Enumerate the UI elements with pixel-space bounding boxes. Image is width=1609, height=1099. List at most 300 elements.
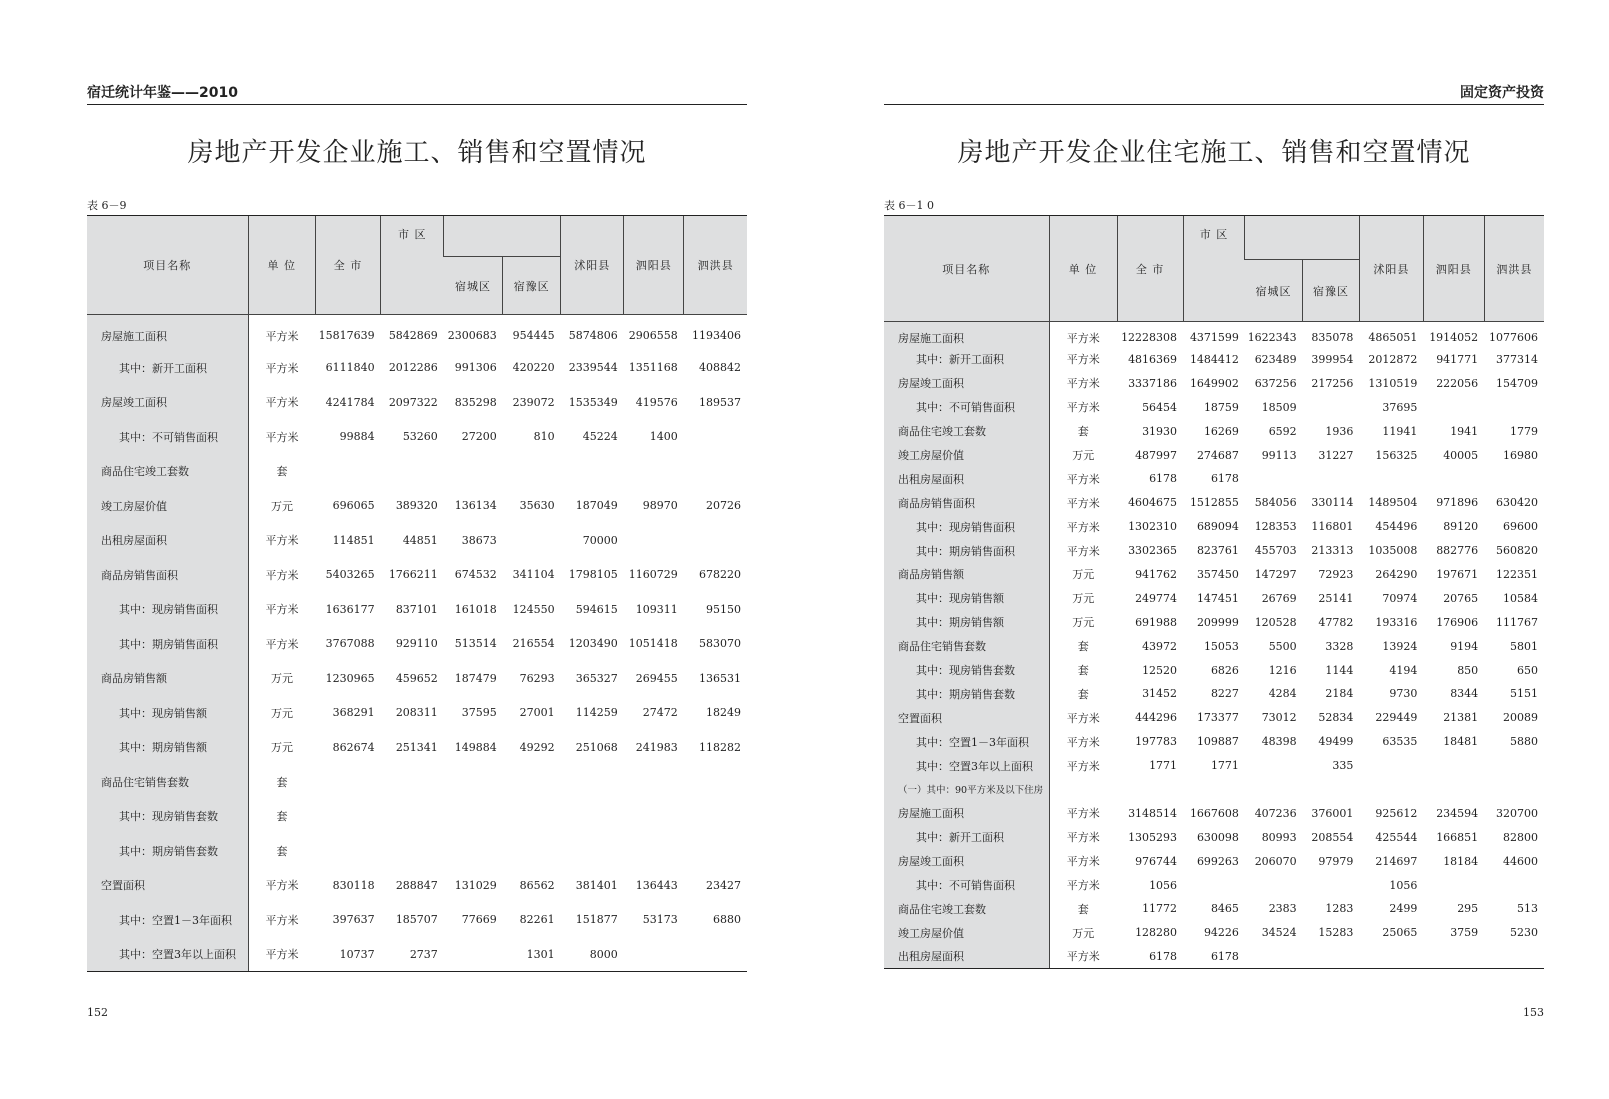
table-cell: 20726 bbox=[706, 499, 741, 513]
table-cell: 176906 bbox=[1436, 615, 1479, 629]
table-cell bbox=[315, 454, 380, 489]
running-head-text: 固定资产投资 bbox=[1460, 85, 1544, 101]
table-cell: 70000 bbox=[582, 533, 618, 547]
row-label: 其中：现房销售套数 bbox=[884, 658, 1049, 682]
table-cell bbox=[684, 523, 747, 558]
table-row bbox=[87, 315, 747, 351]
table-cell bbox=[1303, 873, 1360, 897]
table-cell: 8344 bbox=[1450, 687, 1479, 701]
table-cell: 4816369 bbox=[1128, 352, 1178, 366]
header-item-name: 项目名称 bbox=[884, 216, 1049, 322]
table-row bbox=[884, 322, 1544, 348]
row-label: 其中：现房销售面积 bbox=[884, 515, 1049, 539]
table-cell bbox=[1423, 754, 1484, 778]
table-cell bbox=[1117, 778, 1183, 802]
table-cell: 20765 bbox=[1443, 591, 1479, 605]
table-cell bbox=[444, 765, 503, 800]
row-label: 其中：期房销售面积 bbox=[87, 627, 248, 662]
table-cell: 5842869 bbox=[388, 329, 438, 343]
table-cell: 40005 bbox=[1443, 448, 1479, 462]
row-label: 其中：现房销售套数 bbox=[87, 799, 248, 834]
table-cell bbox=[1423, 778, 1484, 802]
table-cell: 4284 bbox=[1268, 687, 1297, 701]
table-cell: 216554 bbox=[512, 637, 555, 651]
table-cell: 251341 bbox=[395, 740, 438, 754]
table-cell bbox=[444, 937, 503, 972]
table-cell: 11772 bbox=[1142, 902, 1178, 916]
table-row bbox=[87, 454, 747, 489]
table-cell: 53260 bbox=[402, 430, 438, 444]
row-unit: 套 bbox=[1077, 664, 1089, 678]
page-number: 152 bbox=[87, 1006, 108, 1019]
table-cell: 637256 bbox=[1254, 376, 1297, 390]
row-label: 其中：新开工面积 bbox=[884, 348, 1049, 372]
table-cell: 52834 bbox=[1318, 711, 1354, 725]
table-cell: 269455 bbox=[635, 671, 678, 685]
table-cell: 6826 bbox=[1210, 663, 1239, 677]
table-cell bbox=[1183, 873, 1245, 897]
table-cell: 16269 bbox=[1203, 424, 1239, 438]
table-cell: 9194 bbox=[1450, 639, 1479, 653]
table-cell bbox=[624, 454, 684, 489]
row-label: 其中：空置3年以上面积 bbox=[884, 754, 1049, 778]
row-label: 其中：不可销售面积 bbox=[87, 420, 248, 455]
table-cell: 850 bbox=[1457, 663, 1479, 677]
table-cell: 12520 bbox=[1142, 663, 1178, 677]
table-cell bbox=[503, 834, 561, 869]
table-cell: 3148514 bbox=[1128, 806, 1178, 820]
table-cell: 15283 bbox=[1318, 926, 1354, 940]
row-label: 其中：空置1－3年面积 bbox=[87, 903, 248, 938]
row-unit: 平方米 bbox=[265, 430, 299, 444]
table-cell: 6592 bbox=[1268, 424, 1297, 438]
table-cell: 2906558 bbox=[628, 329, 678, 343]
table-cell: 630098 bbox=[1196, 830, 1239, 844]
table-cell: 1771 bbox=[1210, 759, 1239, 773]
table-cell bbox=[1245, 467, 1303, 491]
page-title: 房地产开发企业住宅施工、销售和空置情况 bbox=[957, 138, 1471, 168]
table-cell: 459652 bbox=[395, 671, 438, 685]
row-label: 其中：空置1－3年面积 bbox=[884, 730, 1049, 754]
row-label: 其中：期房销售套数 bbox=[87, 834, 248, 869]
table-cell: 3759 bbox=[1450, 926, 1479, 940]
table-row bbox=[87, 661, 747, 696]
table-cell: 37695 bbox=[1382, 400, 1418, 414]
table-cell: 1636177 bbox=[325, 602, 375, 616]
table-cell: 98970 bbox=[642, 499, 678, 513]
row-label: 竣工房屋价值 bbox=[87, 489, 248, 524]
table-cell: 377314 bbox=[1496, 352, 1538, 366]
table-cell: 5801 bbox=[1510, 639, 1538, 653]
table-row bbox=[884, 563, 1544, 587]
table-cell: 1771 bbox=[1149, 759, 1178, 773]
table-cell bbox=[624, 799, 684, 834]
row-unit: 套 bbox=[276, 465, 288, 479]
table-cell: 8465 bbox=[1210, 902, 1239, 916]
table-cell: 3302365 bbox=[1128, 544, 1178, 558]
table-cell: 1779 bbox=[1510, 424, 1538, 438]
table-cell: 47782 bbox=[1318, 615, 1354, 629]
table-cell: 295 bbox=[1457, 902, 1479, 916]
table-cell: 2300683 bbox=[447, 329, 497, 343]
table-cell: 147297 bbox=[1254, 567, 1297, 581]
table-cell: 8000 bbox=[561, 937, 624, 972]
page-title: 房地产开发企业施工、销售和空置情况 bbox=[187, 138, 647, 168]
row-label: 商品住宅销售套数 bbox=[87, 765, 248, 800]
table-cell bbox=[444, 454, 503, 489]
row-label: 空置面积 bbox=[87, 868, 248, 903]
table-cell: 925612 bbox=[1375, 806, 1418, 820]
table-cell: 94226 bbox=[1203, 926, 1239, 940]
table-cell: 1283 bbox=[1325, 902, 1354, 916]
table-cell: 1535349 bbox=[568, 395, 618, 409]
table-cell: 241983 bbox=[635, 740, 678, 754]
table-cell: 399954 bbox=[1311, 352, 1354, 366]
table-cell bbox=[561, 454, 624, 489]
table-cell: 696065 bbox=[332, 499, 375, 513]
table-row bbox=[884, 897, 1544, 921]
row-label: 商品住宅竣工套数 bbox=[884, 897, 1049, 921]
table-cell: 1667608 bbox=[1189, 806, 1239, 820]
table-cell: 116801 bbox=[1311, 520, 1354, 534]
table-cell: 862674 bbox=[332, 740, 375, 754]
table-cell: 678220 bbox=[699, 568, 741, 582]
row-label: 其中：期房销售面积 bbox=[884, 539, 1049, 563]
table-row bbox=[884, 873, 1544, 897]
table-cell: 594615 bbox=[575, 602, 618, 616]
table-cell bbox=[684, 765, 747, 800]
table-cell: 1056 bbox=[1389, 878, 1418, 892]
table-cell: 86562 bbox=[519, 878, 555, 892]
table-cell: 823761 bbox=[1196, 544, 1239, 558]
table-cell bbox=[1303, 778, 1360, 802]
row-unit: 万元 bbox=[1072, 592, 1095, 606]
table-cell bbox=[684, 937, 747, 972]
stat-table-6-10 bbox=[884, 215, 1544, 969]
table-cell: 3337186 bbox=[1128, 376, 1178, 390]
table-cell: 70974 bbox=[1382, 591, 1418, 605]
table-cell: 49292 bbox=[519, 740, 555, 754]
table-row bbox=[87, 351, 747, 386]
table-cell bbox=[561, 799, 624, 834]
table-cell: 73012 bbox=[1261, 711, 1297, 725]
table-cell: 425544 bbox=[1375, 830, 1418, 844]
table-cell: 454496 bbox=[1375, 520, 1418, 534]
table-cell bbox=[315, 834, 380, 869]
table-row bbox=[884, 539, 1544, 563]
table-cell: 187049 bbox=[575, 499, 618, 513]
header-unit: 单 位 bbox=[248, 216, 315, 315]
table-cell bbox=[381, 765, 444, 800]
table-cell: 136531 bbox=[699, 671, 741, 685]
table-cell bbox=[1359, 778, 1423, 802]
table-cell: 222056 bbox=[1436, 376, 1479, 390]
table-cell: 10584 bbox=[1503, 591, 1538, 605]
table-cell bbox=[315, 765, 380, 800]
table-cell: 63535 bbox=[1382, 735, 1418, 749]
table-cell: 27001 bbox=[519, 706, 555, 720]
table-cell bbox=[315, 799, 380, 834]
table-cell bbox=[1359, 945, 1423, 969]
table-cell: 288847 bbox=[395, 878, 438, 892]
table-cell bbox=[1484, 395, 1544, 419]
table-cell bbox=[1183, 778, 1245, 802]
table-cell: 5230 bbox=[1510, 926, 1538, 940]
table-row bbox=[884, 658, 1544, 682]
table-cell: 18759 bbox=[1203, 400, 1239, 414]
table-cell: 6178 bbox=[1149, 472, 1178, 486]
table-cell: 206070 bbox=[1254, 854, 1297, 868]
table-cell: 1051418 bbox=[628, 637, 678, 651]
row-label: 出租房屋面积 bbox=[884, 945, 1049, 969]
table-cell: 109887 bbox=[1196, 735, 1239, 749]
right-page bbox=[884, 0, 1544, 1099]
table-row bbox=[87, 385, 747, 420]
table-cell: 1144 bbox=[1325, 663, 1354, 677]
row-unit: 平方米 bbox=[265, 879, 299, 893]
table-cell: 5874806 bbox=[568, 329, 618, 343]
table-cell: 187479 bbox=[454, 671, 497, 685]
row-label: 商品住宅竣工套数 bbox=[884, 419, 1049, 443]
table-cell: 82800 bbox=[1503, 830, 1538, 844]
table-cell: 1484412 bbox=[1189, 352, 1239, 366]
table-cell: 82261 bbox=[519, 913, 555, 927]
table-row bbox=[87, 868, 747, 903]
table-row bbox=[884, 491, 1544, 515]
table-cell: 4371599 bbox=[1189, 331, 1239, 345]
left-page bbox=[87, 0, 747, 1099]
table-cell: 1512855 bbox=[1189, 496, 1239, 510]
table-cell: 330114 bbox=[1311, 496, 1354, 510]
table-cell: 6178 bbox=[1210, 472, 1239, 486]
table-cell: 118282 bbox=[699, 740, 741, 754]
table-cell: 1056 bbox=[1149, 878, 1178, 892]
table-cell: 365327 bbox=[575, 671, 618, 685]
row-unit: 万元 bbox=[270, 741, 293, 755]
table-row bbox=[884, 801, 1544, 825]
table-cell: 217256 bbox=[1311, 376, 1354, 390]
row-unit: 套 bbox=[1077, 687, 1089, 701]
header-suyu: 宿豫区 bbox=[503, 257, 561, 315]
table-cell: 1035008 bbox=[1368, 544, 1418, 558]
table-cell: 1230965 bbox=[325, 671, 375, 685]
table-cell: 44851 bbox=[402, 533, 438, 547]
table-row bbox=[884, 730, 1544, 754]
left-running-head bbox=[87, 84, 747, 105]
table-cell: 941762 bbox=[1135, 567, 1178, 581]
table-cell: 991306 bbox=[454, 361, 497, 375]
table-row bbox=[884, 443, 1544, 467]
table-cell: 513 bbox=[1517, 902, 1538, 916]
table-cell: 56454 bbox=[1142, 400, 1178, 414]
table-cell: 941771 bbox=[1436, 352, 1479, 366]
table-cell: 2339544 bbox=[568, 361, 618, 375]
table-cell: 173377 bbox=[1196, 711, 1239, 725]
table-cell: 48398 bbox=[1261, 735, 1297, 749]
table-cell: 15817639 bbox=[318, 329, 375, 343]
table-cell: 6178 bbox=[1117, 945, 1183, 969]
table-cell: 249774 bbox=[1135, 591, 1178, 605]
row-label: 其中：期房销售额 bbox=[884, 610, 1049, 634]
table-cell: 4241784 bbox=[325, 395, 375, 409]
table-row bbox=[87, 834, 747, 869]
table-cell: 53173 bbox=[642, 913, 678, 927]
row-label: 其中：不可销售面积 bbox=[884, 873, 1049, 897]
table-cell: 12228308 bbox=[1121, 331, 1178, 345]
table-cell: 976744 bbox=[1135, 854, 1178, 868]
row-label: 其中：现房销售额 bbox=[884, 586, 1049, 610]
table-cell: 954445 bbox=[512, 329, 555, 343]
row-label: 商品房销售面积 bbox=[884, 491, 1049, 515]
table-cell: 37595 bbox=[461, 706, 497, 720]
table-cell bbox=[1359, 467, 1423, 491]
table-cell: 4604675 bbox=[1128, 496, 1178, 510]
table-cell bbox=[1245, 754, 1303, 778]
table-cell: 407236 bbox=[1254, 806, 1297, 820]
table-cell: 27200 bbox=[461, 430, 497, 444]
table-cell bbox=[684, 454, 747, 489]
table-cell: 2097322 bbox=[388, 395, 438, 409]
table-cell: 835298 bbox=[454, 395, 497, 409]
table-cell: 122351 bbox=[1496, 567, 1538, 581]
row-label: 房屋竣工面积 bbox=[884, 371, 1049, 395]
table-cell: 208311 bbox=[395, 706, 438, 720]
table-row bbox=[884, 634, 1544, 658]
table-row bbox=[87, 420, 747, 455]
table-cell: 584056 bbox=[1254, 496, 1297, 510]
table-cell bbox=[624, 937, 684, 972]
table-cell: 185707 bbox=[395, 913, 438, 927]
row-unit: 平方米 bbox=[248, 937, 315, 972]
table-cell: 408842 bbox=[699, 361, 741, 375]
header-sucheng: 宿城区 bbox=[444, 257, 503, 315]
row-unit: 平方米 bbox=[1066, 496, 1100, 510]
table-cell bbox=[1245, 945, 1303, 969]
table-cell bbox=[561, 834, 624, 869]
row-unit: 平方米 bbox=[1066, 544, 1100, 558]
table-cell: 38673 bbox=[461, 533, 497, 547]
row-unit: 平方米 bbox=[1066, 353, 1100, 367]
table-cell: 69600 bbox=[1503, 520, 1538, 534]
table-cell bbox=[1423, 467, 1484, 491]
table-row bbox=[87, 765, 747, 800]
table-row bbox=[884, 348, 1544, 372]
table-cell: 1622343 bbox=[1247, 331, 1297, 345]
table-cell: 43972 bbox=[1142, 639, 1178, 653]
row-unit: 平方米 bbox=[1066, 879, 1100, 893]
header-city: 全 市 bbox=[1117, 216, 1183, 322]
table-cell: 26769 bbox=[1261, 591, 1297, 605]
row-label: 竣工房屋价值 bbox=[884, 443, 1049, 467]
table-cell: 560820 bbox=[1496, 544, 1538, 558]
table-cell: 3767088 bbox=[325, 637, 375, 651]
row-unit: 万元 bbox=[1072, 568, 1095, 582]
table-cell: 49499 bbox=[1318, 735, 1354, 749]
table-row bbox=[884, 778, 1544, 802]
row-label: 房屋施工面积 bbox=[87, 315, 248, 351]
table-row bbox=[87, 592, 747, 627]
table-cell: 630420 bbox=[1496, 496, 1538, 510]
table-cell bbox=[684, 420, 747, 455]
table-cell: 1766211 bbox=[388, 568, 438, 582]
table-cell: 264290 bbox=[1375, 567, 1418, 581]
table-cell: 1649902 bbox=[1189, 376, 1239, 390]
table-cell: 72923 bbox=[1318, 567, 1354, 581]
table-cell: 357450 bbox=[1196, 567, 1239, 581]
table-cell bbox=[503, 799, 561, 834]
table-cell bbox=[381, 454, 444, 489]
table-cell: 114259 bbox=[575, 706, 618, 720]
table-cell: 99113 bbox=[1261, 448, 1297, 462]
table-row bbox=[884, 706, 1544, 730]
table-cell: 239072 bbox=[512, 395, 555, 409]
table-cell: 882776 bbox=[1436, 544, 1479, 558]
table-row bbox=[884, 754, 1544, 778]
row-unit: 套 bbox=[1077, 640, 1089, 654]
table-row bbox=[87, 558, 747, 593]
row-label: 商品住宅竣工套数 bbox=[87, 454, 248, 489]
table-cell: 971896 bbox=[1436, 496, 1479, 510]
table-cell: 23427 bbox=[706, 878, 741, 892]
row-unit: 套 bbox=[276, 810, 288, 824]
row-unit: 套 bbox=[276, 844, 288, 858]
header-urban-districts bbox=[1245, 216, 1359, 260]
table-cell: 837101 bbox=[395, 602, 438, 616]
table-cell: 1798105 bbox=[568, 568, 618, 582]
row-label: 房屋竣工面积 bbox=[884, 849, 1049, 873]
table-cell: 136443 bbox=[635, 878, 678, 892]
row-unit: 万元 bbox=[1072, 616, 1095, 630]
table-cell: 381401 bbox=[575, 878, 618, 892]
table-cell bbox=[1484, 873, 1544, 897]
table-cell bbox=[1245, 778, 1303, 802]
table-row bbox=[87, 627, 747, 662]
table-cell: 1400 bbox=[649, 430, 678, 444]
table-cell: 109311 bbox=[635, 602, 678, 616]
table-cell bbox=[684, 834, 747, 869]
table-cell: 2737 bbox=[381, 937, 444, 972]
table-cell: 274687 bbox=[1196, 448, 1239, 462]
row-unit: 平方米 bbox=[1066, 831, 1100, 845]
table-cell: 1351168 bbox=[628, 361, 678, 375]
row-unit: 平方米 bbox=[1066, 855, 1100, 869]
row-unit: 平方米 bbox=[1066, 711, 1100, 725]
table-cell: 1160729 bbox=[628, 568, 678, 582]
table-cell: 341104 bbox=[512, 568, 555, 582]
table-cell bbox=[381, 799, 444, 834]
row-label: 商品房销售面积 bbox=[87, 558, 248, 593]
header-shuyang: 沭阳县 bbox=[561, 216, 624, 315]
table-cell: 1193406 bbox=[692, 329, 741, 343]
table-cell: 25065 bbox=[1382, 926, 1418, 940]
table-cell: 376001 bbox=[1311, 806, 1354, 820]
row-label: 其中：新开工面积 bbox=[87, 351, 248, 386]
table-cell bbox=[624, 834, 684, 869]
table-cell: 455703 bbox=[1254, 544, 1297, 558]
table-cell: 3328 bbox=[1325, 639, 1354, 653]
table-cell: 124550 bbox=[512, 602, 555, 616]
row-label: （一）其中：90平方米及以下住房 bbox=[884, 778, 1049, 802]
table-cell: 1305293 bbox=[1128, 830, 1178, 844]
table-cell: 161018 bbox=[454, 602, 497, 616]
table-row bbox=[87, 523, 747, 558]
row-label: 出租房屋面积 bbox=[884, 467, 1049, 491]
row-unit: 平方米 bbox=[1066, 401, 1100, 415]
row-unit: 平方米 bbox=[1066, 331, 1100, 345]
table-cell: 6178 bbox=[1183, 945, 1245, 969]
row-unit: 平方米 bbox=[1066, 735, 1100, 749]
table-cell: 1310519 bbox=[1368, 376, 1418, 390]
